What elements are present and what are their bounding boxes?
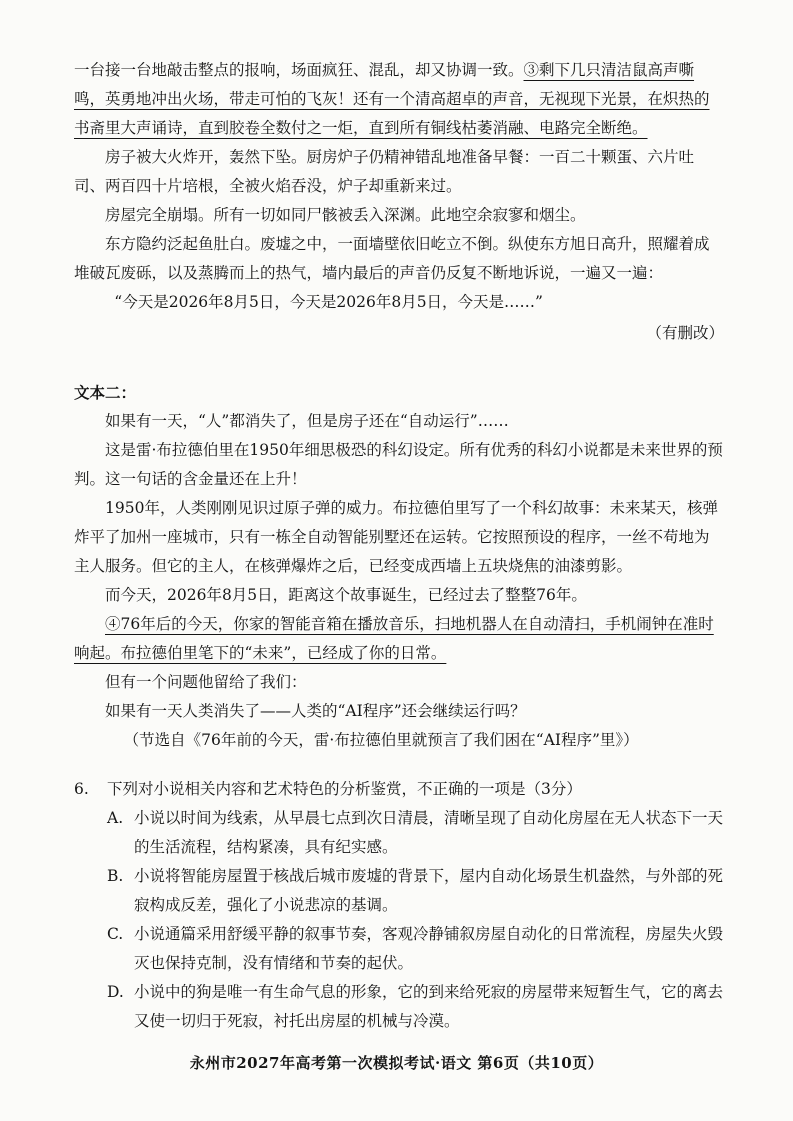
text1-dawn-paragraph: 东方隐约泛起鱼肚白。废墟之中，一面墙壁依旧屹立不倒。纵使东方旭日高升，照耀着成堆破瓦废砾，以及蒸腾而上的热气，墙内最后的声音仍反复不断地诉说，一遍又一遍： <box>74 235 710 282</box>
text1-edited-note: （有删改） <box>646 324 724 342</box>
option-label: B. <box>107 867 124 885</box>
option-label: A. <box>107 809 124 827</box>
underlined-sentence-3: ③剩下几只清洁鼠高声嘶鸣，英勇地冲出火场，带走可怕的飞灰！还有一个清高超卓的声音，无视现下光景，在炽热的书斋里大声诵诗，直到胶卷全数付之一炬，直到所有铜线枯萎消融、电路完全断绝。 <box>74 61 710 137</box>
option-text: 小说将智能房屋置于核战后城市废墟的背景下，屋内自动化场景生机盎然，与外部的死寂构成反差，强化了小说悲凉的基调。 <box>134 867 724 914</box>
text1-quote-line: “今天是2026年8月5日，今天是2026年8月5日，今天是……” <box>114 293 543 311</box>
text2-paragraph-3: 1950年，人类刚刚见识过原子弹的威力。布拉德伯里写了一个科幻故事：未来某天，核弹炸平了加州一座城市，只有一栋全自动智能别墅还在运转。它按照预设的程序，一丝不苟地为主人服务。但它的主人，在核弹爆炸之后，已经变成西墙上五块烧焦的油漆剪影。 <box>74 499 718 575</box>
text2-paragraph-4: 而今天，2026年8月5日，距离这个故事诞生，已经过去了整整76年。 <box>105 586 587 604</box>
text2-paragraph-7: 如果有一天人类消失了——人类的“AI程序”还会继续运行吗？ <box>105 702 526 720</box>
option-d <box>74 978 724 1036</box>
exam-page-content <box>74 56 724 1036</box>
question-stem: 下列对小说相关内容和艺术特色的分析鉴赏，不正确的一项是（3分） <box>107 780 582 798</box>
question-6 <box>74 775 724 1036</box>
text2-paragraph-1: 如果有一天，“人”都消失了，但是房子还在“自动运行”…… <box>105 412 509 430</box>
option-label: D. <box>107 983 124 1001</box>
option-c <box>74 920 724 978</box>
text2-paragraph-2: 这是雷·布拉德伯里在1950年细思极恐的科幻设定。所有优秀的科幻小说都是未来世界的预判。这一句话的含金量还在上升！ <box>74 441 723 488</box>
question-6-stem-row <box>74 775 724 804</box>
option-text: 小说中的狗是唯一有生命气息的形象，它的到来给死寂的房屋带来短暂生气，它的离去又使一切归于死寂，衬托出房屋的机械与冷漠。 <box>134 983 724 1030</box>
text1-continued-paragraph <box>74 56 724 143</box>
option-text: 小说通篇采用舒缓平静的叙事节奏，客观冷静铺叙房屋自动化的日常流程，房屋失火毁灭也保持克制，没有情绪和节奏的起伏。 <box>134 925 724 972</box>
option-b <box>74 862 724 920</box>
option-text: 小说以时间为线索，从早晨七点到次日清晨，清晰呈现了自动化房屋在无人状态下一天的生活流程，结构紧凑，具有纪实感。 <box>134 809 724 856</box>
text2-paragraph-6: 但有一个问题他留给了我们： <box>105 673 307 691</box>
option-a <box>74 804 724 862</box>
question-number: 6. <box>74 780 89 798</box>
text1-kitchen-paragraph: 房子被大火炸开，轰然下坠。厨房炉子仍精神错乱地准备早餐：一百二十颗蛋、六片吐司、两百四十片培根，全被火焰吞没，炉子却重新来过。 <box>74 148 695 195</box>
text2-source-note: （节选自《76年前的今天，雷·布拉德伯里就预言了我们困在“AI程序”里》） <box>123 731 639 749</box>
text1-continued-lead: 一台接一台地敲击整点的报响，场面疯狂、混乱，却又协调一致。 <box>74 61 524 79</box>
text2-heading: 文本二： <box>74 383 137 402</box>
underlined-sentence-4: ④76年后的今天，你家的智能音箱在播放音乐，扫地机器人在自动清扫，手机闹钟在准时响起。布拉德伯里笔下的“未来”，已经成了你的日常。 <box>74 615 714 662</box>
text2-paragraph-5 <box>74 610 724 668</box>
option-label: C. <box>107 925 124 943</box>
text1-collapse-paragraph: 房屋完全崩塌。所有一切如同尸骸被丢入深渊。此地空余寂寥和烟尘。 <box>105 206 586 224</box>
page-footer: 永州市2027年高考第一次模拟考试·语文 第6页（共10页） <box>189 1054 604 1072</box>
